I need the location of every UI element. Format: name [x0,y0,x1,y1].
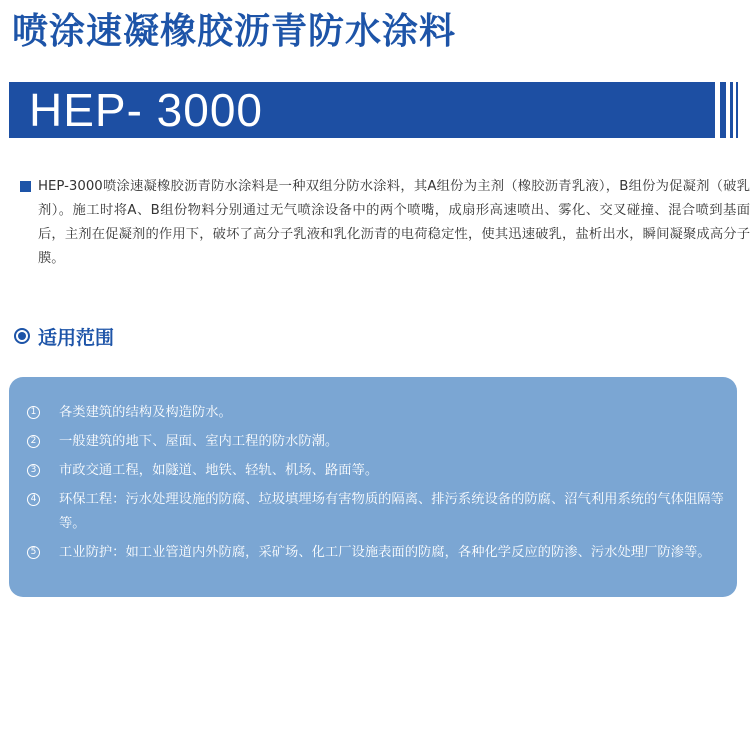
circled-number-icon: 1 [27,406,40,419]
model-name: HEP- 3000 [29,84,264,136]
intro-paragraph [20,175,750,271]
list-item [27,430,727,454]
list-item-text: 一般建筑的地下、屋面、室内工程的防水防潮。 [59,434,339,449]
list-item-text: 市政交通工程，如隧道、地铁、轻轨、机场、路面等。 [59,463,379,478]
intro-text: HEP-3000喷涂速凝橡胶沥青防水涂料是一种双组分防水涂料，其A组份为主剂（橡胶沥青乳液），B组份为促凝剂（破乳剂）。施工时将A、B组份物料分别通过无气喷涂设备中的两个喷嘴，成扇形高速喷出、雾化、交叉碰撞、混合喷到基面后，主剂在促凝剂的作用下，破坏了高分子乳液和乳化沥青的电荷稳定性，使其迅速破乳，盐析出水，瞬间凝聚成高分子膜。 [38,179,750,266]
list-item [27,401,727,425]
model-banner [9,82,715,138]
list-item [27,541,727,565]
list-item [27,459,727,483]
circled-number-icon: 5 [27,546,40,559]
page-title: 喷涂速凝橡胶沥青防水涂料 [12,11,457,52]
banner-stripe [730,82,733,138]
banner-stripe [720,82,726,138]
section-title: 适用范围 [38,326,115,349]
circled-number-icon: 3 [27,464,40,477]
list-item-text: 环保工程：污水处理设施的防腐、垃圾填埋场有害物质的隔离、排污系统设备的防腐、沼气利用系统的气体阻隔等等。 [59,492,724,531]
target-icon [14,328,30,344]
scope-panel [9,377,737,597]
square-bullet-icon [20,181,31,192]
list-item-text: 各类建筑的结构及构造防水。 [59,405,232,420]
list-item-text: 工业防护：如工业管道内外防腐，采矿场、化工厂设施表面的防腐，各种化学反应的防渗、污水处理厂防渗等。 [59,545,711,560]
scope-list [27,401,727,570]
section-header [14,322,114,350]
circled-number-icon: 2 [27,435,40,448]
list-item [27,488,727,536]
banner-stripe [736,82,738,138]
circled-number-icon: 4 [27,493,40,506]
